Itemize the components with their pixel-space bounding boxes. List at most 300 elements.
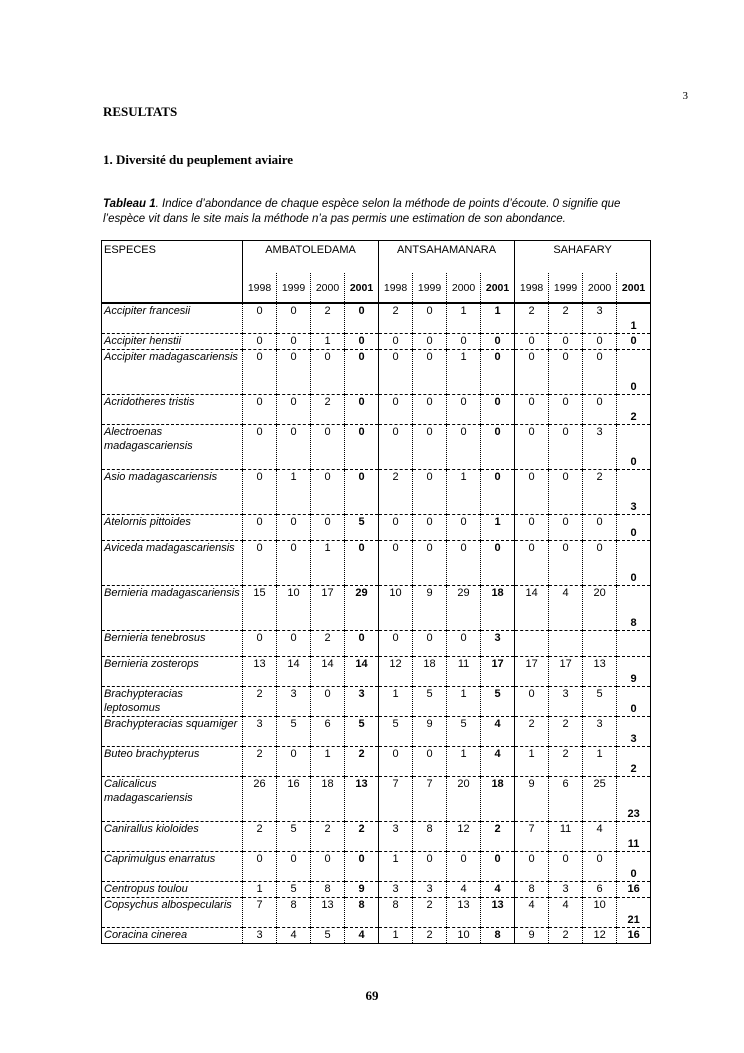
species-name: Accipiter madagascariensis xyxy=(102,350,243,395)
abundance-value: 2 xyxy=(481,822,515,852)
abundance-value: 2 xyxy=(549,747,583,777)
species-name: Canirallus kioloides xyxy=(102,822,243,852)
abundance-value: 0 xyxy=(617,425,651,470)
abundance-value: 0 xyxy=(617,334,651,350)
table-row xyxy=(102,747,651,777)
abundance-value: 5 xyxy=(447,717,481,747)
abundance-value: 2 xyxy=(379,303,413,334)
results-title: RESULTATS xyxy=(103,104,178,119)
abundance-value: 0 xyxy=(617,852,651,882)
year-header: 1998 xyxy=(515,273,549,303)
abundance-value: 2 xyxy=(583,470,617,515)
abundance-value: 2 xyxy=(549,303,583,334)
abundance-value: 0 xyxy=(413,395,447,425)
abundance-value: 1 xyxy=(311,747,345,777)
abundance-value: 0 xyxy=(277,395,311,425)
abundance-value: 3 xyxy=(277,687,311,717)
abundance-value: 0 xyxy=(617,687,651,717)
abundance-value: 1 xyxy=(481,303,515,334)
abundance-value: 0 xyxy=(243,425,277,470)
abundance-value: 2 xyxy=(413,928,447,944)
abundance-value: 0 xyxy=(311,687,345,717)
page-number: 3 xyxy=(682,90,688,102)
abundance-value: 0 xyxy=(549,515,583,541)
abundance-value: 5 xyxy=(345,717,379,747)
abundance-value: 1 xyxy=(277,470,311,515)
footer-page-number: 69 xyxy=(365,988,379,1003)
year-header: 2000 xyxy=(311,273,345,303)
abundance-value: 5 xyxy=(311,928,345,944)
abundance-value: 8 xyxy=(413,822,447,852)
abundance-value: 0 xyxy=(243,631,277,657)
abundance-value: 0 xyxy=(277,350,311,395)
table-row xyxy=(102,687,651,717)
abundance-value: 0 xyxy=(311,425,345,470)
abundance-value: 5 xyxy=(277,882,311,898)
table-row xyxy=(102,350,651,395)
abundance-value: 0 xyxy=(549,425,583,470)
abundance-value: 20 xyxy=(447,777,481,822)
abundance-value xyxy=(617,631,651,657)
abundance-value: 0 xyxy=(617,515,651,541)
abundance-value: 11 xyxy=(617,822,651,852)
abundance-value: 0 xyxy=(549,852,583,882)
species-name: Coracina cinerea xyxy=(102,928,243,944)
species-name: Copsychus albospecularis xyxy=(102,898,243,928)
abundance-value: 4 xyxy=(549,586,583,631)
abundance-value: 2 xyxy=(379,470,413,515)
abundance-value: 3 xyxy=(243,717,277,747)
abundance-value: 2 xyxy=(311,303,345,334)
abundance-value xyxy=(515,631,549,657)
abundance-value: 0 xyxy=(345,631,379,657)
abundance-value: 5 xyxy=(583,687,617,717)
abundance-value: 0 xyxy=(481,350,515,395)
abundance-value: 0 xyxy=(447,515,481,541)
abundance-value: 23 xyxy=(617,777,651,822)
abundance-value: 1 xyxy=(243,882,277,898)
abundance-value: 1 xyxy=(583,747,617,777)
abundance-value: 3 xyxy=(583,425,617,470)
table-caption xyxy=(103,197,663,227)
abundance-value: 0 xyxy=(277,747,311,777)
species-name: Asio madagascariensis xyxy=(102,470,243,515)
abundance-value: 12 xyxy=(379,657,413,687)
abundance-value: 29 xyxy=(447,586,481,631)
abundance-value: 0 xyxy=(515,395,549,425)
abundance-value: 0 xyxy=(413,631,447,657)
abundance-value: 0 xyxy=(379,541,413,586)
abundance-value: 8 xyxy=(345,898,379,928)
abundance-value: 5 xyxy=(481,687,515,717)
abundance-value: 0 xyxy=(413,852,447,882)
abundance-value: 3 xyxy=(583,303,617,334)
abundance-value: 0 xyxy=(413,541,447,586)
abundance-value: 9 xyxy=(413,586,447,631)
abundance-value: 4 xyxy=(549,898,583,928)
year-header: 1999 xyxy=(413,273,447,303)
abundance-value: 20 xyxy=(583,586,617,631)
species-name: Aviceda madagascariensis xyxy=(102,541,243,586)
abundance-value: 5 xyxy=(379,717,413,747)
abundance-value: 0 xyxy=(617,541,651,586)
abundance-value: 0 xyxy=(583,334,617,350)
abundance-value: 2 xyxy=(311,395,345,425)
abundance-value: 0 xyxy=(413,515,447,541)
abundance-value: 1 xyxy=(379,687,413,717)
abundance-value: 8 xyxy=(515,882,549,898)
abundance-value: 0 xyxy=(345,425,379,470)
abundance-value: 0 xyxy=(549,334,583,350)
abundance-value: 0 xyxy=(379,747,413,777)
abundance-value: 0 xyxy=(277,334,311,350)
species-name: Acridotheres tristis xyxy=(102,395,243,425)
abundance-value: 1 xyxy=(515,747,549,777)
abundance-value: 2 xyxy=(243,747,277,777)
abundance-value: 0 xyxy=(447,852,481,882)
abundance-value: 1 xyxy=(447,747,481,777)
species-name: Brachypteracias squamiger xyxy=(102,717,243,747)
abundance-value: 3 xyxy=(243,928,277,944)
abundance-value: 0 xyxy=(617,350,651,395)
abundance-value: 3 xyxy=(345,687,379,717)
abundance-value: 1 xyxy=(447,687,481,717)
abundance-value: 2 xyxy=(549,717,583,747)
year-header: 1999 xyxy=(549,273,583,303)
abundance-value: 2 xyxy=(515,717,549,747)
abundance-value: 0 xyxy=(515,541,549,586)
abundance-value: 29 xyxy=(345,586,379,631)
abundance-value: 0 xyxy=(311,470,345,515)
abundance-value: 1 xyxy=(447,470,481,515)
abundance-value: 0 xyxy=(447,631,481,657)
abundance-value: 0 xyxy=(311,350,345,395)
abundance-value: 17 xyxy=(311,586,345,631)
abundance-value: 0 xyxy=(583,852,617,882)
table-row xyxy=(102,898,651,928)
abundance-value: 4 xyxy=(515,898,549,928)
abundance-value: 0 xyxy=(481,425,515,470)
abundance-value: 0 xyxy=(345,303,379,334)
abundance-value: 0 xyxy=(447,425,481,470)
abundance-value: 10 xyxy=(583,898,617,928)
abundance-value: 4 xyxy=(277,928,311,944)
abundance-value: 0 xyxy=(243,470,277,515)
abundance-value: 2 xyxy=(345,822,379,852)
table-row xyxy=(102,470,651,515)
abundance-value: 0 xyxy=(413,334,447,350)
abundance-value: 0 xyxy=(243,852,277,882)
abundance-value: 1 xyxy=(379,852,413,882)
abundance-value: 13 xyxy=(583,657,617,687)
abundance-value: 0 xyxy=(583,395,617,425)
abundance-value: 0 xyxy=(379,515,413,541)
abundance-value: 0 xyxy=(481,395,515,425)
abundance-value: 3 xyxy=(549,687,583,717)
abundance-value: 11 xyxy=(447,657,481,687)
species-name: Accipiter francesii xyxy=(102,303,243,334)
abundance-value: 10 xyxy=(379,586,413,631)
abundance-value: 6 xyxy=(549,777,583,822)
abundance-value: 16 xyxy=(617,928,651,944)
abundance-value: 13 xyxy=(481,898,515,928)
abundance-value: 16 xyxy=(617,882,651,898)
abundance-value: 25 xyxy=(583,777,617,822)
abundance-value: 0 xyxy=(515,852,549,882)
abundance-value: 0 xyxy=(379,334,413,350)
abundance-value: 0 xyxy=(583,541,617,586)
caption-text: . Indice d’abondance de chaque espèce selon la méthode de points d’écoute. 0 signifie que l’espèce vit dans le site mais la méthode n’a pas permis une estimation de son abondance. xyxy=(103,198,621,225)
year-header: 2000 xyxy=(447,273,481,303)
abundance-value: 11 xyxy=(549,822,583,852)
abundance-value: 0 xyxy=(549,350,583,395)
abundance-value: 0 xyxy=(243,350,277,395)
abundance-value: 0 xyxy=(345,350,379,395)
abundance-value: 0 xyxy=(379,395,413,425)
abundance-value: 2 xyxy=(549,928,583,944)
species-name: Calicalicus madagascariensis xyxy=(102,777,243,822)
table-row xyxy=(102,303,651,334)
abundance-value: 0 xyxy=(447,334,481,350)
abundance-value: 0 xyxy=(277,631,311,657)
abundance-value: 2 xyxy=(617,747,651,777)
abundance-value: 0 xyxy=(311,852,345,882)
abundance-value: 2 xyxy=(413,898,447,928)
year-header: 2001 xyxy=(617,273,651,303)
abundance-value: 0 xyxy=(549,395,583,425)
abundance-value: 0 xyxy=(243,334,277,350)
table-row xyxy=(102,515,651,541)
abundance-value: 7 xyxy=(413,777,447,822)
table-row xyxy=(102,425,651,470)
species-name: Caprimulgus enarratus xyxy=(102,852,243,882)
abundance-value: 0 xyxy=(243,515,277,541)
abundance-value: 0 xyxy=(311,515,345,541)
abundance-value: 5 xyxy=(345,515,379,541)
abundance-value: 0 xyxy=(583,515,617,541)
abundance-value: 4 xyxy=(447,882,481,898)
abundance-value: 1 xyxy=(447,303,481,334)
abundance-value: 17 xyxy=(515,657,549,687)
abundance-value: 3 xyxy=(617,470,651,515)
abundance-value: 2 xyxy=(515,303,549,334)
abundance-value: 13 xyxy=(447,898,481,928)
abundance-value: 0 xyxy=(413,350,447,395)
abundance-value: 0 xyxy=(481,470,515,515)
abundance-value: 3 xyxy=(413,882,447,898)
table-row xyxy=(102,822,651,852)
abundance-value: 14 xyxy=(345,657,379,687)
abundance-value: 2 xyxy=(311,822,345,852)
abundance-value: 17 xyxy=(549,657,583,687)
abundance-value: 0 xyxy=(447,541,481,586)
abundance-value: 0 xyxy=(549,541,583,586)
year-header: 1998 xyxy=(243,273,277,303)
abundance-value: 3 xyxy=(617,717,651,747)
abundance-value: 0 xyxy=(413,747,447,777)
abundance-value: 8 xyxy=(311,882,345,898)
table-row xyxy=(102,852,651,882)
species-name: Bernieria madagascariensis xyxy=(102,586,243,631)
abundance-value: 14 xyxy=(311,657,345,687)
abundance-value: 7 xyxy=(379,777,413,822)
abundance-value: 4 xyxy=(481,882,515,898)
abundance-value: 0 xyxy=(413,303,447,334)
abundance-value: 3 xyxy=(583,717,617,747)
abundance-value: 12 xyxy=(447,822,481,852)
abundance-value: 2 xyxy=(345,747,379,777)
abundance-value: 8 xyxy=(617,586,651,631)
species-name: Alectroenas madagascariensis xyxy=(102,425,243,470)
abundance-value: 5 xyxy=(277,822,311,852)
abundance-value: 17 xyxy=(481,657,515,687)
abundance-value: 2 xyxy=(311,631,345,657)
abundance-value: 0 xyxy=(277,852,311,882)
abundance-value: 10 xyxy=(447,928,481,944)
abundance-value: 0 xyxy=(277,541,311,586)
section-title: 1. Diversité du peuplement aviaire xyxy=(103,152,294,167)
species-name: Bernieria zosterops xyxy=(102,657,243,687)
species-name: Bernieria tenebrosus xyxy=(102,631,243,657)
abundance-value: 9 xyxy=(617,657,651,687)
abundance-value: 5 xyxy=(413,687,447,717)
abundance-value: 12 xyxy=(583,928,617,944)
abundance-value: 4 xyxy=(481,747,515,777)
site-header: ANTSAHAMANARA xyxy=(379,241,515,274)
year-header: 2000 xyxy=(583,273,617,303)
abundance-value: 8 xyxy=(379,898,413,928)
abundance-value: 1 xyxy=(311,541,345,586)
abundance-value: 0 xyxy=(583,350,617,395)
abundance-value: 1 xyxy=(447,350,481,395)
abundance-value: 0 xyxy=(515,515,549,541)
abundance-value: 13 xyxy=(243,657,277,687)
abundance-value: 0 xyxy=(345,541,379,586)
abundance-value: 0 xyxy=(243,541,277,586)
abundance-value: 0 xyxy=(345,852,379,882)
abundance-value: 7 xyxy=(515,822,549,852)
abundance-value: 15 xyxy=(243,586,277,631)
abundance-value: 3 xyxy=(549,882,583,898)
abundance-value: 3 xyxy=(481,631,515,657)
abundance-value: 26 xyxy=(243,777,277,822)
abundance-value: 2 xyxy=(243,822,277,852)
table-row xyxy=(102,717,651,747)
abundance-value: 0 xyxy=(345,334,379,350)
abundance-value: 0 xyxy=(481,334,515,350)
year-header: 1999 xyxy=(277,273,311,303)
abundance-value: 4 xyxy=(583,822,617,852)
abundance-value: 8 xyxy=(481,928,515,944)
abundance-value: 1 xyxy=(481,515,515,541)
abundance-value: 0 xyxy=(379,425,413,470)
year-header: 2001 xyxy=(345,273,379,303)
abundance-value: 18 xyxy=(481,586,515,631)
year-header: 1998 xyxy=(379,273,413,303)
abundance-value: 5 xyxy=(277,717,311,747)
caption-label: Tableau 1 xyxy=(103,198,156,210)
abundance-value: 0 xyxy=(345,395,379,425)
abundance-value: 0 xyxy=(481,541,515,586)
table-row xyxy=(102,586,651,631)
abundance-value: 0 xyxy=(243,395,277,425)
table-row xyxy=(102,631,651,657)
abundance-value: 9 xyxy=(515,928,549,944)
abundance-value: 1 xyxy=(617,303,651,334)
abundance-value: 0 xyxy=(277,425,311,470)
table-row xyxy=(102,395,651,425)
abundance-value: 6 xyxy=(311,717,345,747)
abundance-value: 1 xyxy=(311,334,345,350)
abundance-value: 2 xyxy=(617,395,651,425)
site-header: AMBATOLEDAMA xyxy=(243,241,379,274)
abundance-value: 3 xyxy=(379,822,413,852)
abundance-value: 0 xyxy=(413,470,447,515)
abundance-table xyxy=(101,240,651,944)
abundance-value: 21 xyxy=(617,898,651,928)
site-header: SAHAFARY xyxy=(515,241,651,274)
abundance-value: 10 xyxy=(277,586,311,631)
table-row xyxy=(102,928,651,944)
abundance-value: 6 xyxy=(583,882,617,898)
abundance-value: 0 xyxy=(515,687,549,717)
abundance-value: 7 xyxy=(243,898,277,928)
abundance-value: 0 xyxy=(379,350,413,395)
abundance-value: 9 xyxy=(515,777,549,822)
table-row xyxy=(102,882,651,898)
abundance-value: 0 xyxy=(515,350,549,395)
abundance-value: 0 xyxy=(345,470,379,515)
species-name: Accipiter henstii xyxy=(102,334,243,350)
abundance-value: 18 xyxy=(481,777,515,822)
abundance-value: 18 xyxy=(413,657,447,687)
table-row xyxy=(102,657,651,687)
abundance-value: 0 xyxy=(379,631,413,657)
species-name: Buteo brachypterus xyxy=(102,747,243,777)
species-header: ESPECES xyxy=(102,241,243,304)
abundance-value xyxy=(583,631,617,657)
abundance-value: 18 xyxy=(311,777,345,822)
abundance-value: 0 xyxy=(413,425,447,470)
table-row xyxy=(102,334,651,350)
abundance-value: 0 xyxy=(549,470,583,515)
header-row-sites xyxy=(102,241,651,274)
abundance-value: 0 xyxy=(515,470,549,515)
year-header: 2001 xyxy=(481,273,515,303)
abundance-value: 0 xyxy=(447,395,481,425)
abundance-value: 0 xyxy=(243,303,277,334)
species-name: Brachypteracias leptosomus xyxy=(102,687,243,717)
table-row xyxy=(102,541,651,586)
abundance-value: 14 xyxy=(515,586,549,631)
abundance-value: 0 xyxy=(277,515,311,541)
species-name: Atelornis pittoides xyxy=(102,515,243,541)
abundance-value: 4 xyxy=(345,928,379,944)
abundance-value: 9 xyxy=(413,717,447,747)
abundance-value: 0 xyxy=(515,334,549,350)
abundance-value: 0 xyxy=(277,303,311,334)
abundance-value: 16 xyxy=(277,777,311,822)
abundance-value: 9 xyxy=(345,882,379,898)
abundance-value: 4 xyxy=(481,717,515,747)
species-name: Centropus toulou xyxy=(102,882,243,898)
table-row xyxy=(102,777,651,822)
abundance-value: 14 xyxy=(277,657,311,687)
abundance-value: 2 xyxy=(243,687,277,717)
abundance-value: 0 xyxy=(515,425,549,470)
abundance-value: 13 xyxy=(345,777,379,822)
abundance-value: 3 xyxy=(379,882,413,898)
